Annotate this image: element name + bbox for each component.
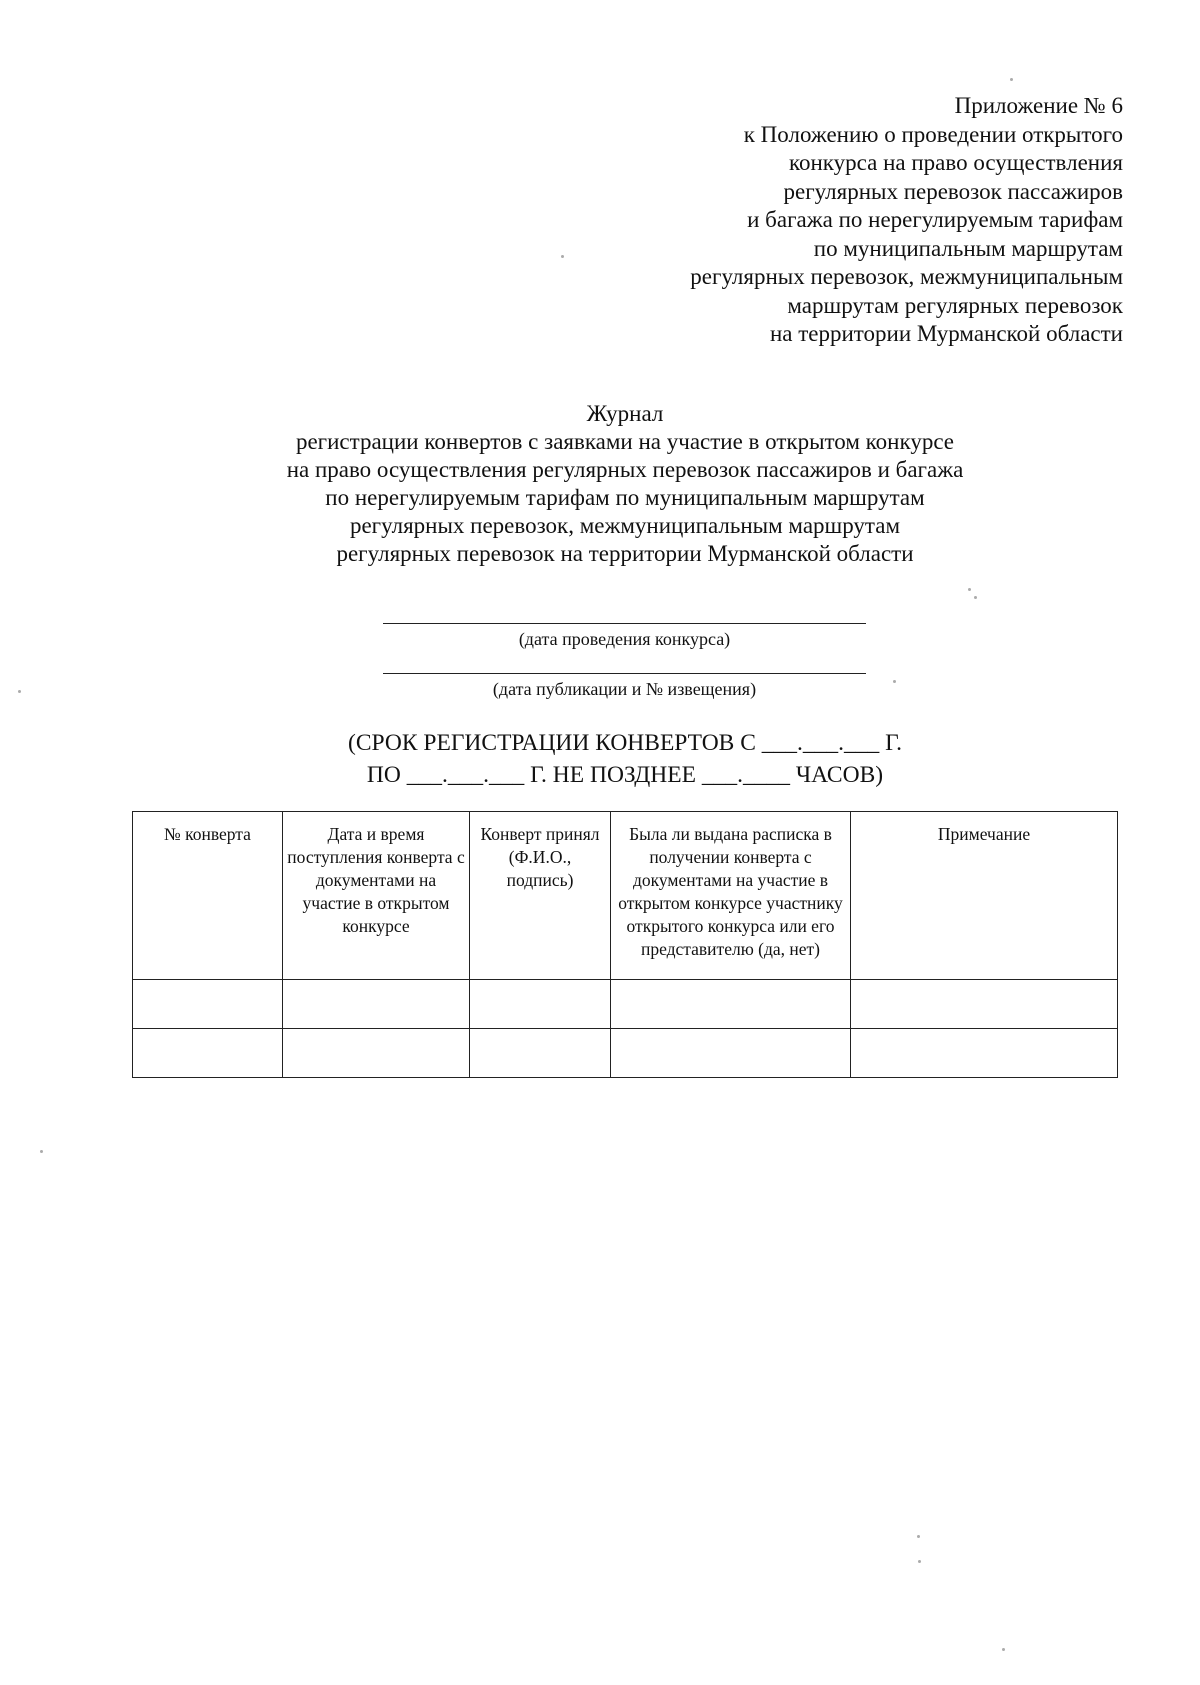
table-cell[interactable] (133, 1029, 283, 1078)
scan-speck (40, 1150, 43, 1153)
scan-speck (561, 255, 564, 258)
appendix-line: регулярных перевозок пассажиров (783, 178, 1123, 204)
scan-speck (974, 596, 977, 599)
appendix-line: и багажа по нерегулируемым тарифам (747, 207, 1123, 232)
table-header-row (133, 812, 1118, 980)
table-cell[interactable] (611, 980, 851, 1029)
table-cell[interactable] (283, 1029, 470, 1078)
appendix-line: конкурса на право осуществления (788, 150, 1123, 175)
table-cell[interactable] (611, 1029, 851, 1078)
table-cell[interactable] (283, 980, 470, 1029)
table-cell[interactable] (851, 1029, 1118, 1078)
table-row (133, 1029, 1118, 1078)
publication-field[interactable] (383, 673, 866, 700)
column-header-receipt-issued: Была ли выдана расписка в получении конверта с документами на участие в открытом конкурсе участнику открытого конкурса или его представителю (да, нет) (611, 812, 851, 980)
column-header-note: Примечание (851, 812, 1118, 980)
registration-table (132, 811, 1118, 1078)
table-row (133, 980, 1118, 1029)
journal-title: Журнал (586, 401, 664, 426)
journal-subtitle-line: регулярных перевозок, межмуниципальным маршрутам (349, 513, 901, 538)
appendix-line: к Положению о проведении открытого (743, 121, 1123, 147)
appendix-header (423, 92, 1123, 349)
registration-term-line: ПО ___.___.___ Г. НЕ ПОЗДНЕЕ ___.____ ЧАСОВ) (366, 762, 884, 788)
table-cell[interactable] (851, 980, 1118, 1029)
scan-speck (893, 680, 896, 683)
appendix-line: по муниципальным маршрутам (813, 235, 1123, 261)
column-header-received-datetime: Дата и время поступления конверта с документами на участие в открытом конкурсе (283, 812, 470, 980)
table-cell[interactable] (470, 980, 611, 1029)
scan-speck (1002, 1648, 1005, 1651)
registration-term-line: (СРОК РЕГИСТРАЦИИ КОНВЕРТОВ С ___.___.___ Г. (348, 730, 902, 756)
journal-subtitle-line: на право осуществления регулярных перевозок пассажиров и багажа (286, 457, 964, 482)
journal-heading (130, 400, 1120, 568)
journal-subtitle-line: регулярных перевозок на территории Мурманской области (336, 541, 914, 566)
appendix-line: Приложение № 6 (954, 93, 1123, 118)
table-cell[interactable] (470, 1029, 611, 1078)
appendix-line: на территории Мурманской области (769, 321, 1123, 346)
scan-speck (1010, 78, 1013, 81)
scan-speck (918, 1560, 921, 1563)
scan-speck (18, 690, 21, 693)
journal-subtitle-line: регистрации конвертов с заявками на участие в открытом конкурсе (295, 429, 955, 454)
column-header-accepted-by: Конверт принял (Ф.И.О., подпись) (470, 812, 611, 980)
column-header-envelope-number: № конверта (133, 812, 283, 980)
journal-subtitle-line: по нерегулируемым тарифам по муниципальным маршрутам (325, 485, 925, 510)
registration-term (130, 727, 1120, 791)
table-cell[interactable] (133, 980, 283, 1029)
scan-speck (968, 588, 971, 591)
scan-speck (917, 1535, 920, 1538)
appendix-line: регулярных перевозок, межмуниципальным (690, 264, 1123, 289)
publication-caption: (дата публикации и № извещения) (492, 679, 757, 699)
contest-date-caption: (дата проведения конкурса) (518, 629, 731, 649)
contest-date-field[interactable] (383, 623, 866, 650)
appendix-line: маршрутам регулярных перевозок (787, 292, 1123, 318)
